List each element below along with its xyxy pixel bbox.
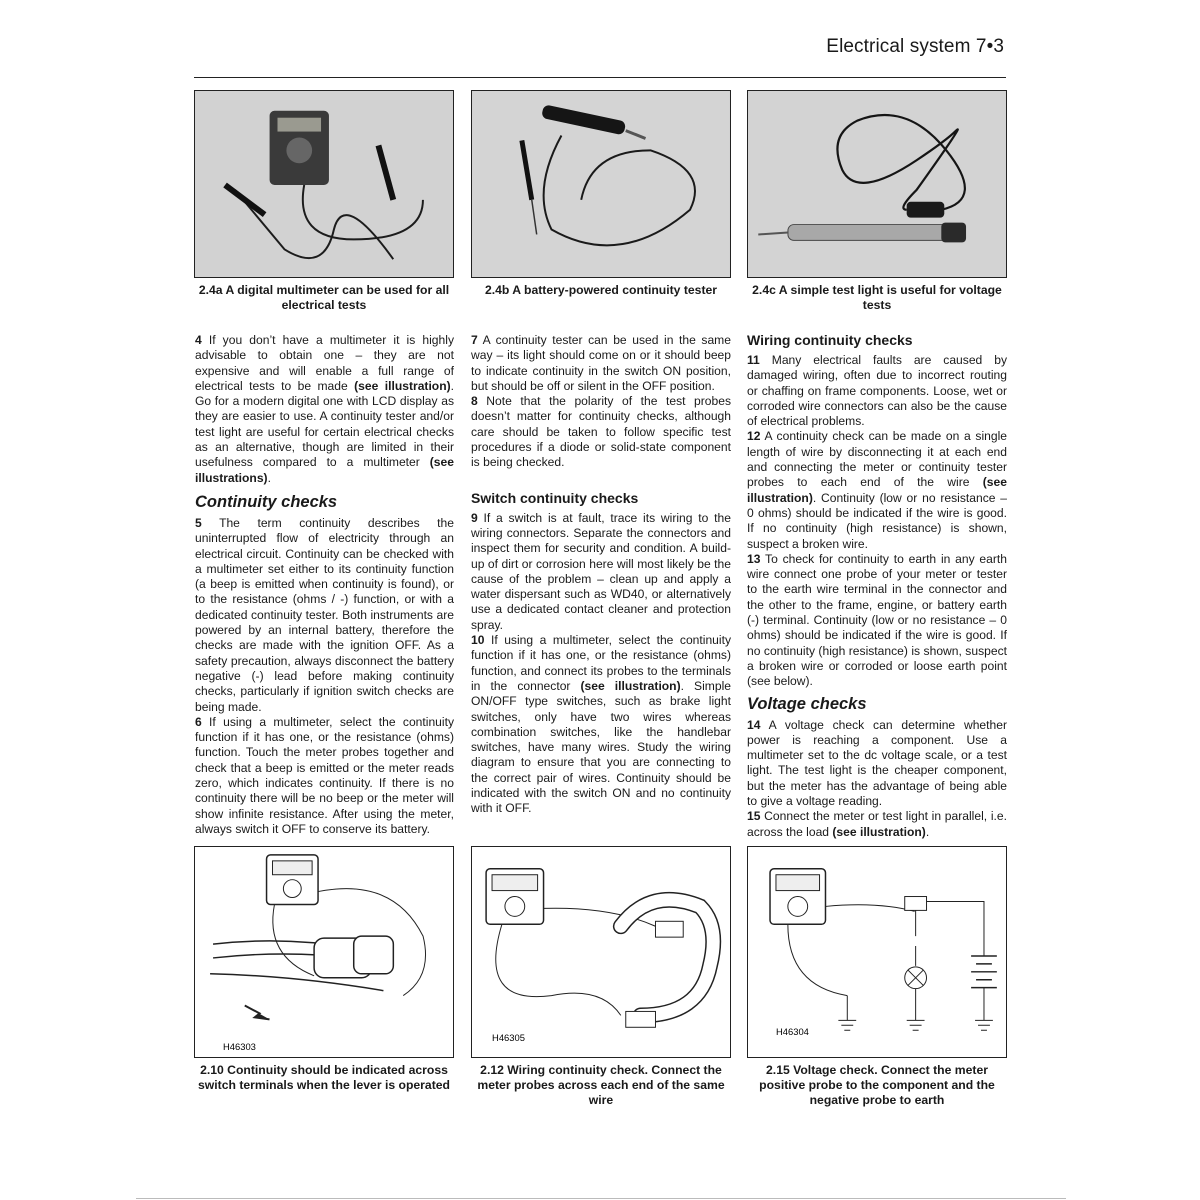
paragraph-7: 7 A continuity tester can be used in the same way – its light should come on or it should beep to indicate continuity in the switch ON position, but should be off or silent in the OFF position. bbox=[471, 333, 731, 393]
diagram-code-h46303: H46303 bbox=[222, 1041, 256, 1053]
paragraph-8: 8 Note that the polarity of the test probes doesn’t matter for continuity checks, although care should be taken to follow specific test procedures if a diode or solid-state component is being checked. bbox=[471, 394, 731, 470]
paragraph-12: 12 A continuity check can be made on a single length of wire by disconnecting it at each end and connecting the meter or continuity tester probes to each end of the wire (see illustration). Continuity (low or no resistance – 0 ohms) should be indicated if the wire is good. If no continuity (high resistance) is shown, suspect a broken wire. bbox=[747, 429, 1007, 551]
diagram-code-h46304: H46304 bbox=[775, 1026, 809, 1038]
header-rule bbox=[194, 77, 1006, 78]
paragraph-11: 11 Many electrical faults are caused by damaged wiring, often due to incorrect routing or chaffing on frame components. Loose, wet or corroded wire connectors can also be the cause of electrical problems. bbox=[747, 353, 1007, 429]
photo-multimeter bbox=[194, 90, 454, 278]
photo-continuity-tester bbox=[471, 90, 731, 278]
paragraph-5: 5 The term continuity describes the uninterrupted flow of electricity through an electrical circuit. Continuity can be checked with a multimeter set either to its continuity function (a beep is emitted when continuity is found), or to the resistance (ohms / -) function, or with a dedicated continuity tester. Both instruments are powered by an internal battery, therefore the checks are made with the ignition OFF. As a safety precaution, always disconnect the battery negative (-) lead before making continuity checks, particularly if ignition switch checks are being made. bbox=[195, 515, 454, 714]
footer-rule bbox=[136, 1198, 1066, 1199]
diagram-caption-2-15: 2.15 Voltage check. Connect the meter positive probe to the component and the negative probe to earth bbox=[759, 1063, 995, 1107]
multimeter-photo-icon bbox=[195, 91, 453, 277]
diagram-switch-continuity bbox=[194, 846, 454, 1058]
paragraph-10: 10 If using a multimeter, select the continuity function if it has one, or the resistance (ohms) function, and connect its probes to the terminals in the connector (see illustration). Simple ON/OFF type switches, such as brake light switches, only have two wires whereas combination switches, like the handlebar switches, have many wires. Study the wiring diagram to ensure that you are connecting to the correct pair of wires. Continuity should be indicated with the switch ON and no continuity with it OFF. bbox=[471, 633, 731, 816]
diagram-voltage-check bbox=[747, 846, 1007, 1058]
photo-caption-2-4a: 2.4a A digital multimeter can be used for all electrical tests bbox=[198, 283, 450, 312]
diagram-caption-2-10: 2.10 Continuity should be indicated across switch terminals when the lever is operated bbox=[198, 1063, 450, 1092]
paragraph-4: 4 If you don’t have a multimeter it is highly advisable to obtain one – they are not expensive and will enable a full range of electrical tests to be made (see illustration). Go for a modern digital one with LCD display as they are easier to use. A continuity tester and/or test light are useful for certain electrical checks as an alternative, though are limited in their usefulness compared to a multimeter (see illustrations). bbox=[195, 333, 454, 485]
switch-continuity-diagram-icon bbox=[195, 847, 453, 1057]
heading-continuity-checks: Continuity checks bbox=[195, 492, 338, 511]
photo-caption-2-4b: 2.4b A battery-powered continuity tester bbox=[484, 283, 718, 297]
paragraph-9: 9 If a switch is at fault, trace its wiring to the wiring connectors. Separate the connectors and inspect them for security and condition. A build-up of dirt or corrosion here will most likely be the cause of the problem – clean up and apply a water dispersant such as WD40, or alternatively use a dedicated contact cleaner and protection spray. bbox=[471, 510, 731, 632]
heading-wiring-continuity-checks: Wiring continuity checks bbox=[747, 332, 913, 348]
heading-voltage-checks: Voltage checks bbox=[747, 694, 867, 713]
continuity-tester-photo-icon bbox=[472, 91, 730, 277]
diagram-wiring-continuity bbox=[471, 846, 731, 1058]
text-column-1 bbox=[195, 333, 454, 837]
diagram-code-h46305: H46305 bbox=[492, 1032, 525, 1044]
wiring-continuity-diagram-icon bbox=[472, 847, 730, 1057]
page-header-title: Electrical system 7•3 bbox=[826, 36, 1004, 57]
paragraph-6: 6 If using a multimeter, select the continuity function if it has one, or the resistance (ohms) function. Touch the meter probes together and check that a beep is emitted or the meter reads zero, which indicates continuity. If there is no continuity there will be no beep or the meter will show infinite resistance. After using the meter, always switch it OFF to conserve its battery. bbox=[195, 714, 454, 836]
paragraph-14: 14 A voltage check can determine whether power is reaching a component. Use a multimeter set to the dc voltage scale, or a test light. The test light is the cheaper component, but the meter has the advantage of being able to give a voltage reading. bbox=[747, 717, 1007, 809]
test-light-photo-icon bbox=[748, 91, 1006, 277]
paragraph-15: 15 Connect the meter or test light in parallel, i.e. across the load (see illustration). bbox=[747, 809, 1007, 839]
text-column-2 bbox=[471, 333, 731, 817]
photo-test-light bbox=[747, 90, 1007, 278]
text-column-3 bbox=[747, 331, 1007, 840]
paragraph-13: 13 To check for continuity to earth in any earth wire connect one probe of your meter or tester to the earth wire terminal in the connector and the other to the frame, engine, or battery earth (-) terminal. Continuity (low or no resistance – 0 ohms) should be indicated if the wire is good. If no continuity (high resistance) is shown, suspect a broken wire or corroded or loose earth point (see below). bbox=[747, 551, 1007, 689]
diagram-caption-2-12: 2.12 Wiring continuity check. Connect the meter probes across each end of the same wire bbox=[477, 1063, 725, 1107]
photo-caption-2-4c: 2.4c A simple test light is useful for voltage tests bbox=[752, 283, 1002, 312]
heading-switch-continuity-checks: Switch continuity checks bbox=[471, 489, 639, 506]
voltage-check-diagram-icon bbox=[748, 847, 1006, 1057]
